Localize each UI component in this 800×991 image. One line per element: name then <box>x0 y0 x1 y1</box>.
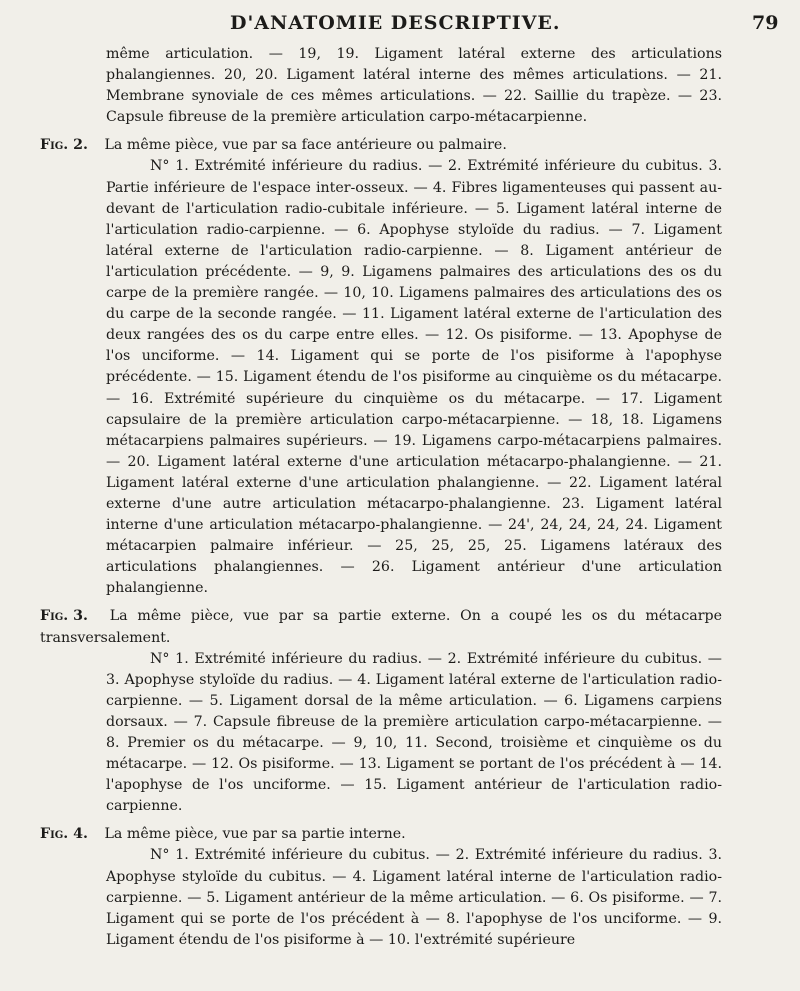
figure-2-body: N° 1. Extrémité inférieure du radius. — 2. Extrémité inférieure du cubitus. 3. Partie inférieure de l'espace inter-osseux. — 4. Fibres ligamenteuses qui passent au-devant de l'articulation radio-cubitale inférieure. — 5. Ligament latéral interne de l'articulation radio-carpienne. — 6. Apophyse styloïde du radius. — 7. Ligament latéral externe de l'articulation radio-carpienne. — 8. Ligament antérieur de l'articulation précédente. — 9, 9. Ligamens palmaires des articulations des os du carpe de la première rangée. — 10, 10. Ligamens palmaires des articulations des os du carpe de la seconde rangée. — 11. Ligament latéral externe de l'articulation des deux rangées des os du carpe entre elles. — 12. Os pisiforme. — 13. Apophyse de l'os unciforme. — 14. Ligament qui se porte de l'os pisiforme à l'apophyse précédente. — 15. Ligament étendu de l'os pisiforme au cinquième os du métacarpe. — 16. Extrémité supérieure du cinquième os du métacarpe. — 17. Ligament capsulaire de la première articulation carpo-métacarpienne. — 18, 18. Ligamens métacarpiens palmaires supérieurs. — 19. Ligamens carpo-métacarpiens palmaires. — 20. Ligament latéral externe d'une articulation métacarpo-phalangienne. — 21. Ligament latéral externe d'une articulation phalangienne. — 22. Ligament latéral externe d'une autre articulation métacarpo-phalangienne. 23. Ligament latéral interne d'une articulation métacarpo-phalangienne. — 24', 24, 24, 24, 24. Ligament métacarpien palmaire inférieur. — 25, 25, 25, 25. Ligamens latéraux des articulations phalangiennes. — 26. Ligament antérieur d'une articulation phalangienne. <box>106 158 722 597</box>
figure-2-legend <box>40 135 722 599</box>
figure-3-body: N° 1. Extrémité inférieure du radius. — 2. Extrémité inférieure du cubitus. — 3. Apophyse styloïde du radius. — 4. Ligament latéral externe de l'articulation radio-carpienne. — 5. Ligament dorsal de la même articulation. — 6. Ligamens carpiens dorsaux. — 7. Capsule fibreuse de la première articulation carpo-métacarpienne. — 8. Premier os du métacarpe. — 9, 10, 11. Second, troisième et cinquième os du métacarpe. — 12. Os pisiforme. — 13. Ligament se portant de l'os précédent à — 14. l'apophyse de l'os unciforme. — 15. Ligament antérieur de l'articulation radio-carpienne. <box>106 650 722 815</box>
figure-4-legend <box>40 824 722 951</box>
figure-3-legend <box>40 606 722 817</box>
running-title: D'ANATOMIE DESCRIPTIVE. <box>230 12 561 34</box>
continuation-paragraph: même articulation. — 19, 19. Ligament latéral externe des articulations phalangiennes. 20, 20. Ligament latéral interne des mêmes articulations. — 21. Membrane synoviale de ces mêmes articulations. — 22. Saillie du trapèze. — 23. Capsule fibreuse de la première articulation carpo-métacarpienne. <box>106 46 722 126</box>
figure-3-intro: La même pièce, vue par sa partie externe. On a coupé les os du métacarpe transversalement. <box>40 608 722 646</box>
figure-4-intro: La même pièce, vue par sa partie interne. <box>104 826 406 843</box>
figure-4-heading <box>40 824 722 845</box>
figure-2-label: Fig. 2. <box>40 137 88 154</box>
page-header <box>0 10 800 46</box>
figure-2-heading <box>40 135 722 156</box>
page-number: 79 <box>752 12 779 34</box>
figure-2-intro: La même pièce, vue par sa face antérieure ou palmaire. <box>104 137 507 154</box>
figure-4-label: Fig. 4. <box>40 826 88 843</box>
figure-3-label: Fig. 3. <box>40 608 88 625</box>
figure-4-body: N° 1. Extrémité inférieure du cubitus. — 2. Extrémité inférieure du radius. 3. Apophyse styloïde du cubitus. — 4. Ligament latéral interne de l'articulation radio-carpienne. — 5. Ligament antérieur de la même articulation. — 6. Os pisiforme. — 7. Ligament qui se porte de l'os précédent à — 8. l'apophyse de l'os unciforme. — 9. Ligament étendu de l'os pisiforme à — 10. l'extrémité supérieure <box>106 847 722 948</box>
figure-3-heading <box>40 606 722 648</box>
body-text <box>40 44 722 951</box>
